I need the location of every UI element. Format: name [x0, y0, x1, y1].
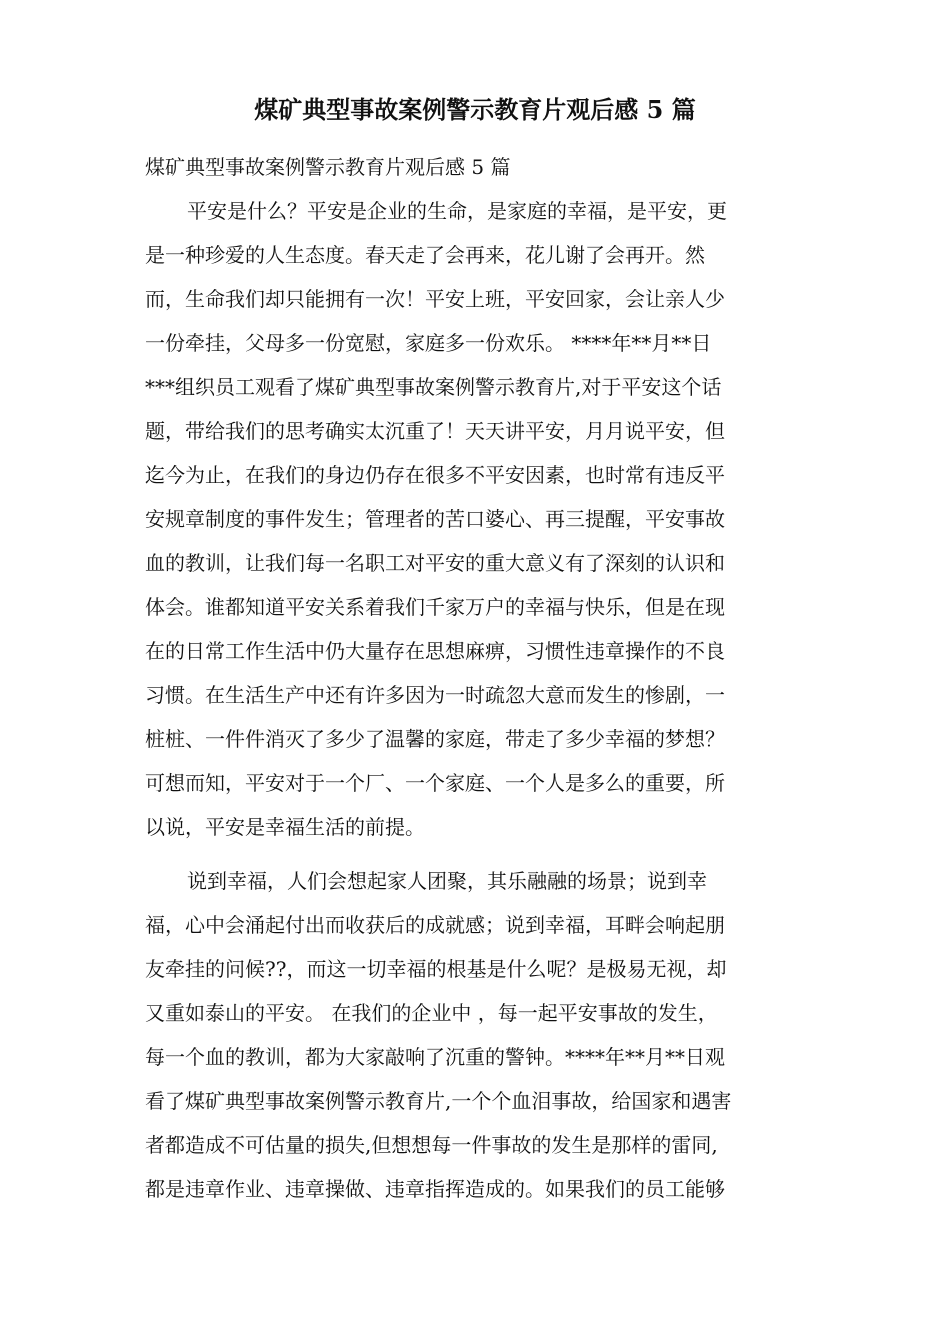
paragraph-1	[145, 189, 810, 849]
paragraph-line: 以说，平安是幸福生活的前提。	[145, 815, 425, 839]
paragraph-line: 又重如泰山的平安。 在我们的企业中 ，每一起平安事故的发生，	[145, 1001, 718, 1025]
document-title: 煤矿典型事故案例警示教育片观后感 5 篇	[254, 95, 696, 124]
paragraph-line: 在的日常工作生活中仍大量存在思想麻痹，习惯性违章操作的不良	[145, 639, 725, 663]
paragraph-line: 安规章制度的事件发生；管理者的苦口婆心、再三提醒，平安事故	[145, 507, 725, 531]
document-subtitle: 煤矿典型事故案例警示教育片观后感 5 篇	[145, 155, 511, 179]
paragraph-gap	[145, 849, 810, 859]
paragraph-line: 每一个血的教训，都为大家敲响了沉重的警钟。****年**月**日观	[145, 1045, 725, 1069]
paragraph-line: ***组织员工观看了煤矿典型事故案例警示教育片,对于平安这个话	[145, 375, 722, 399]
document-body	[145, 145, 810, 1211]
paragraph-line: 友牵挂的问候??，而这一切幸福的根基是什么呢？是极易无视，却	[145, 957, 727, 981]
paragraph-line: 而，生命我们却只能拥有一次！平安上班，平安回家，会让亲人少	[145, 287, 725, 311]
paragraph-line: 习惯。在生活生产中还有许多因为一时疏忽大意而发生的惨剧，一	[145, 683, 725, 707]
paragraph-line: 看了煤矿典型事故案例警示教育片,一个个血泪事故，给国家和遇害	[145, 1089, 732, 1113]
paragraph-line: 体会。谁都知道平安关系着我们千家万户的幸福与快乐，但是在现	[145, 595, 725, 619]
paragraph-line: 者都造成不可估量的损失,但想想每一件事故的发生是那样的雷同,	[145, 1133, 718, 1157]
paragraph-line: 是一种珍爱的人生态度。春天走了会再来，花儿谢了会再开。然	[145, 243, 705, 267]
paragraph-line: 可想而知，平安对于一个厂、一个家庭、一个人是多么的重要，所	[145, 771, 725, 795]
paragraph-line: 题，带给我们的思考确实太沉重了！天天讲平安，月月说平安，但	[145, 419, 725, 443]
paragraph-2	[145, 859, 810, 1211]
paragraph-line: 说到幸福，人们会想起家人团聚，其乐融融的场景；说到幸	[187, 869, 707, 893]
paragraph-line: 平安是什么？平安是企业的生命，是家庭的幸福，是平安，更	[187, 199, 727, 223]
paragraph-line: 一份牵挂，父母多一份宽慰，家庭多一份欢乐。 ****年**月**日	[145, 331, 712, 355]
paragraph-line: 桩桩、一件件消灭了多少了温馨的家庭，带走了多少幸福的梦想？	[145, 727, 725, 751]
paragraph-line: 都是违章作业、违章操做、违章指挥造成的。如果我们的员工能够	[145, 1177, 725, 1201]
paragraph-line: 迄今为止，在我们的身边仍存在很多不平安因素，也时常有违反平	[145, 463, 725, 487]
paragraph-line: 血的教训，让我们每一名职工对平安的重大意义有了深刻的认识和	[145, 551, 725, 575]
paragraph-line: 福，心中会涌起付出而收获后的成就感；说到幸福，耳畔会响起朋	[145, 913, 725, 937]
